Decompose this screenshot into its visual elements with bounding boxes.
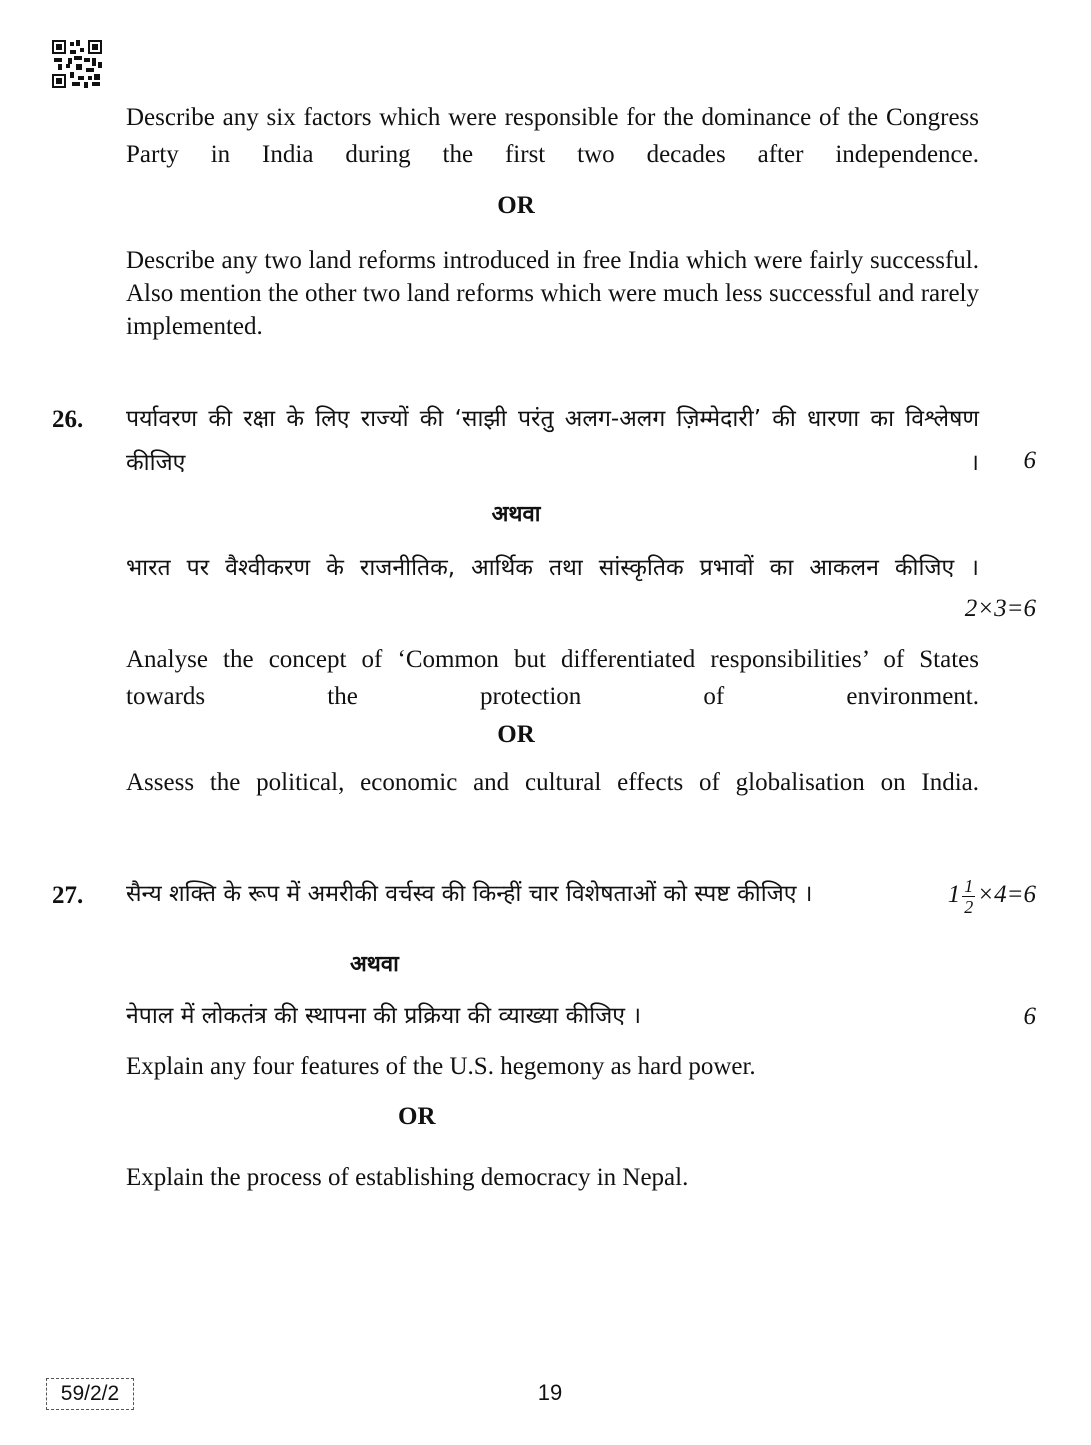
page-number: 19: [537, 1380, 563, 1405]
q27-hindi-main: सैन्य शक्ति के रूप में अमरीकी वर्चस्व की किन्हीं चार विशेषताओं को स्पष्ट कीजिए ।: [126, 881, 813, 907]
q26-alt-marks: 2×3=6: [964, 595, 1036, 622]
q26-hindi-main: पर्यावरण की रक्षा के लिए राज्यों की ‘साझी परंतु अलग-अलग ज़िम्मेदारी’ की धारणा का विश्लेषण कीजिए ।: [126, 406, 979, 476]
q26-marks: 6: [1023, 447, 1036, 474]
q27-number: 27.: [52, 882, 84, 909]
paper-code-box: 59/2/2: [46, 1378, 134, 1410]
q27-marks-numerator: 1: [964, 875, 974, 896]
q26-or-label: OR: [497, 721, 535, 748]
q25-or-label: OR: [497, 192, 535, 219]
q26-hindi-alt: भारत पर वैश्वीकरण के राजनीतिक, आर्थिक तथा सांस्कृतिक प्रभावों का आकलन कीजिए ।: [126, 555, 979, 581]
q27-marks-fraction: [962, 876, 975, 917]
q25-english-alt: Describe any two land reforms introduced in free India which were fairly successful. Also mention the other two land reforms which were much less successful and rarely implemented.: [126, 247, 979, 340]
q25-english-main: Describe any six factors which were responsible for the dominance of the Congress Party in India during the first two decades after independence.: [126, 104, 979, 168]
q26-number: 26.: [52, 406, 84, 433]
q26-hindi-or-label: अथवा: [491, 502, 541, 527]
q26-english-main: Analyse the concept of ‘Common but differentiated responsibilities’ of States towards the protection of environment.: [126, 646, 979, 710]
q27-english-alt: Explain the process of establishing democracy in Nepal.: [126, 1164, 689, 1191]
q27-marks-whole: 1: [947, 881, 961, 908]
q27-marks-denominator: 2: [964, 896, 974, 917]
q27-alt-marks: 6: [1023, 1003, 1036, 1030]
q27-english-main: Explain any four features of the U.S. hegemony as hard power.: [126, 1053, 756, 1080]
q26-english-alt: Assess the political, economic and cultural effects of globalisation on India.: [126, 769, 979, 796]
q27-marks: [900, 870, 1036, 920]
q27-hindi-alt: नेपाल में लोकतंत्र की स्थापना की प्रक्रिया की व्याख्या कीजिए ।: [126, 1003, 642, 1029]
q27-or-label: OR: [398, 1103, 436, 1130]
q27-hindi-or-label: अथवा: [350, 952, 399, 977]
qr-code-icon: [52, 40, 102, 88]
q27-marks-rest: ×4=6: [977, 881, 1036, 908]
